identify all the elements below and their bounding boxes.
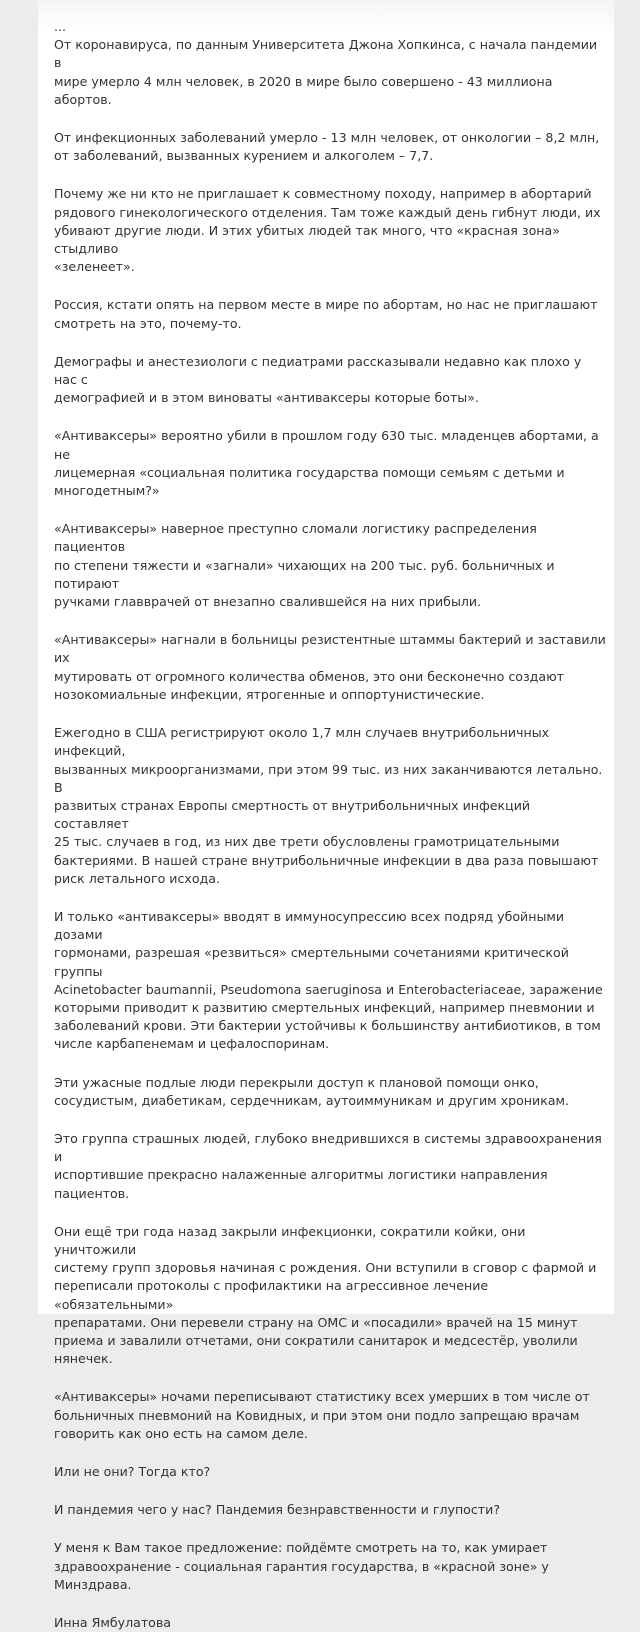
document-page <box>38 0 614 1631</box>
paragraph-4: Россия, кстати опять на первом месте в мире по абортам, но нас не приглашают смотреть на это, почему-то. <box>54 297 598 331</box>
paragraph-16: И пандемия чего у нас? Пандемия безнравственности и глупости? <box>54 1502 501 1518</box>
paragraph-11: Эти ужасные подлые люди перекрыли доступ к плановой помощи онко, сосудистым, диабетикам, сердечникам, аутоиммуникам и другим хроникам. <box>54 1074 570 1108</box>
paragraph-8: «Антиваксеры» нагнали в больницы резистентные штаммы бактерий и заставили их мутировать от огромного количества обменов, это они бесконечно создают нозокомиальные инфекции, ятрогенные и оппортунистические. <box>54 632 606 702</box>
paragraph-10: И только «антиваксеры» вводят в иммуносупрессию всех подряд убойными дозами гормонами, разрешая «резвиться» смертельными сочетаниями критической группы Acinetobacter baumannii, Pseudomona saeruginosa и Enterobacteriaceae, заражение которыми приводит к развитию смертельных инфекций, например пневмонии и заболеваний крови. Эти бактерии устойчивы к большинству антибиотиков, в том числе карбапенемам и цефалоспоринам. <box>54 908 603 1052</box>
article-body <box>54 18 606 1632</box>
paragraph-3: Почему же ни кто не приглашает к совместному походу, например в абортарий рядового гинекологического отделения. Там тоже каждый день гибнут люди, их убивают другие люди. И этих убитых людей так много, что «красная зона» стыдливо «зеленеет». <box>54 186 601 275</box>
paragraph-7: «Антиваксеры» наверное преступно сломали логистику распределения пациентов по степени тяжести и «загнали» чихающих на 200 тыс. руб. больничных и потирают ручками главврачей от внезапно свалившейся на них прибыли. <box>54 521 555 610</box>
paragraph-14: «Антиваксеры» ночами переписывают статистику всех умерших в том числе от больничных пневмоний на Ковидных, и при этом они подло запрещаю врачам говорить как оно есть на самом деле. <box>54 1389 590 1441</box>
paragraph-15: Или не они? Тогда кто? <box>54 1464 211 1479</box>
paragraph-12: Это группа страшных людей, глубоко внедрившихся в системы здравоохранения и испортившие прекрасно налаженные алгоритмы логистики направления пациентов. <box>54 1130 602 1201</box>
paragraph-9: Ежегодно в США регистрируют около 1,7 млн случаев внутрибольничных инфекций, вызванных микроорганизмами, при этом 99 тыс. из них заканчиваются летально. В развитых странах Европы смертность от внутрибольничных инфекций составляет 25 тыс. случаев в год, из них две трети обусловлены грамотрицательными бактериями. В нашей стране внутрибольничные инфекции в два раза повышают риск летального исхода. <box>54 725 603 886</box>
paragraph-17: У меня к Вам такое предложение: пойдёмте смотреть на то, как умирает здравоохранение - социальная гарантия государства, в «красной зоне» у Минздрава. <box>54 1540 549 1592</box>
ellipsis: ... <box>54 19 67 34</box>
paragraph-5: Демографы и анестезиологи с педиатрами рассказывали недавно как плохо у нас с демографией и в этом виноваты «антиваксеры которые боты». <box>54 353 582 406</box>
paragraph-1: От коронавируса, по данным Университета Джона Хопкинса, с начала пандемии в мире умерло 4 млн человек, в 2020 в мире было совершено - 43 миллиона абортов. <box>54 37 598 107</box>
paragraph-2: От инфекционных заболеваний умерло - 13 млн человек, от онкологии – 8,2 млн, от заболеваний, вызванных курением и алкоголем – 7,7. <box>54 130 600 164</box>
paragraph-13: Они ещё три года назад закрыли инфекционки, сократили койки, они уничтожили систему групп здоровья начиная с рождения. Они вступили в сговор с фармой и переписали протоколы с профилактики на агрессивное лечение «обязательными» препаратами. Они перевели страну на ОМС и «посадили» врачей на 15 минут приема и завалили отчетами, они сократили санитарок и медсестёр, уволили нянечек. <box>54 1223 597 1367</box>
author-signature: Инна Ямбулатова <box>54 1615 172 1631</box>
paragraph-6: «Антиваксеры» вероятно убили в прошлом году 630 тыс. младенцев абортами, а не лицемерная «социальная политика государства помощи семьям с детьми и многодетным?» <box>54 428 599 499</box>
